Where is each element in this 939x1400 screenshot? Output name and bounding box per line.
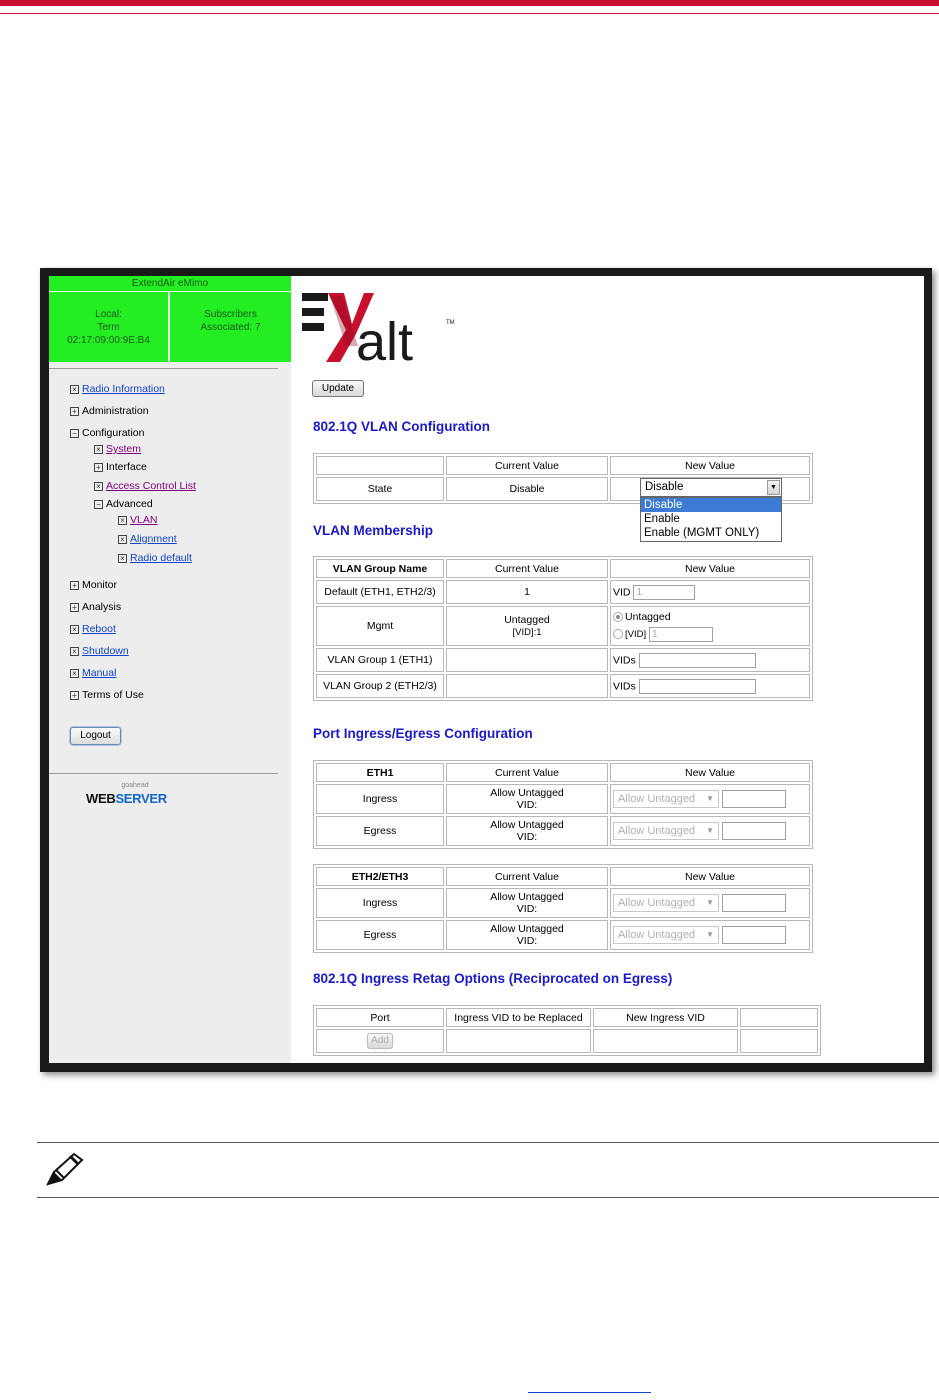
- row-current-value: [446, 674, 608, 698]
- page-icon: ×: [118, 516, 127, 525]
- sidebar-item-terms-of-use[interactable]: [70, 689, 144, 701]
- group2-vids-input[interactable]: [639, 679, 756, 694]
- row-new-value: VIDs: [610, 674, 810, 698]
- row-label: Ingress: [316, 784, 444, 814]
- header-current-value: Current Value: [446, 559, 608, 578]
- eth1-ingress-vid-input[interactable]: [722, 790, 786, 808]
- table-row: [316, 648, 810, 672]
- table-row: [316, 784, 810, 814]
- row-current-value: Allow Untagged VID:: [446, 920, 608, 950]
- expand-icon[interactable]: +: [70, 603, 79, 612]
- expand-icon[interactable]: +: [94, 463, 103, 472]
- expand-icon[interactable]: +: [70, 581, 79, 590]
- row-new-value: [610, 888, 810, 918]
- default-vid-input[interactable]: 1: [633, 585, 695, 600]
- header-new-value: New Value: [610, 559, 810, 578]
- chevron-down-icon: ▼: [706, 826, 714, 835]
- chevron-down-icon: ▼: [706, 930, 714, 939]
- vlan-membership-table: [313, 556, 813, 701]
- svg-text:TM: TM: [446, 320, 455, 326]
- exalt-logo: [300, 290, 460, 365]
- local-status-box: Local: Term 02:17:09:00:9E:B4: [49, 292, 168, 362]
- logout-button[interactable]: Logout: [70, 727, 121, 745]
- header-rule: [0, 0, 939, 6]
- eth23-port-table: [313, 864, 813, 953]
- add-cell: [316, 1029, 444, 1053]
- table-row: [316, 1029, 818, 1053]
- nav-label: Monitor: [82, 579, 118, 591]
- nav-link[interactable]: Shutdown: [82, 645, 129, 657]
- header-port: Port: [316, 1008, 444, 1027]
- sidebar-item-advanced[interactable]: [94, 498, 153, 510]
- subscribers-status-box: Subscribers Associated: 7: [170, 292, 291, 362]
- untagged-radio[interactable]: [613, 612, 623, 622]
- vid-radio[interactable]: [613, 629, 623, 639]
- eth23-ingress-select[interactable]: Allow Untagged ▼: [613, 894, 719, 912]
- sidebar-item-manual[interactable]: [70, 667, 116, 679]
- header-ingress-vid-replaced: Ingress VID to be Replaced: [446, 1008, 591, 1027]
- header-vlan-group-name: VLAN Group Name: [316, 559, 444, 578]
- nav-label: Configuration: [82, 427, 145, 439]
- row-label: VLAN Group 2 (ETH2/3): [316, 674, 444, 698]
- update-button[interactable]: Update: [312, 380, 364, 397]
- table-row: [316, 606, 810, 646]
- sidebar-item-reboot[interactable]: [70, 623, 116, 635]
- eth1-egress-vid-input[interactable]: [722, 822, 786, 840]
- webserver-logo: WEBSERVER: [86, 791, 167, 806]
- header-current-value: Current Value: [446, 456, 608, 475]
- goahead-logo-caption: goahead: [121, 782, 149, 789]
- row-current-value: 1: [446, 580, 608, 604]
- row-new-value: [610, 784, 810, 814]
- row-label: Mgmt: [316, 606, 444, 646]
- page-icon: ×: [118, 535, 127, 544]
- state-option-enable-mgmt-only[interactable]: Enable (MGMT ONLY): [644, 527, 760, 539]
- collapse-icon[interactable]: −: [70, 429, 79, 438]
- sidebar-item-analysis[interactable]: [70, 601, 121, 613]
- eth1-port-table: [313, 760, 813, 849]
- nav-link[interactable]: Access Control List: [106, 480, 196, 492]
- row-current-value: [446, 648, 608, 672]
- row-label: Egress: [316, 816, 444, 846]
- nav-link[interactable]: Reboot: [82, 623, 116, 635]
- collapse-icon[interactable]: −: [94, 500, 103, 509]
- row-new-value: VID 1: [610, 580, 810, 604]
- row-current-value: Untagged [VID]:1: [446, 606, 608, 646]
- expand-icon[interactable]: +: [70, 407, 79, 416]
- header-current-value: Current Value: [446, 867, 608, 886]
- nav-link[interactable]: Radio default: [130, 552, 192, 564]
- expand-icon[interactable]: +: [70, 691, 79, 700]
- nav-link[interactable]: VLAN: [130, 514, 158, 526]
- state-select[interactable]: Disable ▼: [640, 478, 782, 497]
- table-row: [316, 674, 810, 698]
- row-current-value: Allow Untagged VID:: [446, 784, 608, 814]
- sidebar-item-shutdown[interactable]: [70, 645, 129, 657]
- sidebar-item-radio-default[interactable]: [118, 552, 192, 564]
- note-top-rule: [37, 1142, 939, 1143]
- header-eth2-eth3: ETH2/ETH3: [316, 867, 444, 886]
- chevron-down-icon: ▼: [706, 794, 714, 803]
- vlan-membership-heading: VLAN Membership: [313, 523, 434, 538]
- header-new-value: New Value: [610, 763, 810, 782]
- empty-cell: [740, 1029, 818, 1053]
- header-empty: [740, 1008, 818, 1027]
- row-new-value: VIDs: [610, 648, 810, 672]
- sidebar-item-configuration[interactable]: [70, 427, 144, 439]
- sidebar-item-interface[interactable]: [94, 461, 147, 473]
- eth23-egress-vid-input[interactable]: [722, 926, 786, 944]
- header-new-ingress-vid: New Ingress VID: [593, 1008, 738, 1027]
- row-new-value: [610, 920, 810, 950]
- row-label: Ingress: [316, 888, 444, 918]
- sidebar-divider: [49, 368, 278, 369]
- retag-heading: 802.1Q Ingress Retag Options (Reciprocated on Egress): [313, 971, 673, 986]
- table-row: [316, 920, 810, 950]
- header-new-value: New Value: [610, 456, 810, 475]
- table-row: [316, 580, 810, 604]
- row-new-value: Untagged [VID] 1: [610, 606, 810, 646]
- eth23-egress-select[interactable]: Allow Untagged ▼: [613, 926, 719, 944]
- pencil-icon: [44, 1150, 84, 1188]
- device-title: ExtendAir eMimo: [49, 276, 291, 291]
- sidebar-item-administration[interactable]: [70, 405, 149, 417]
- nav-label: Administration: [82, 405, 149, 417]
- sidebar-item-radio-information[interactable]: [70, 383, 165, 395]
- eth1-ingress-select[interactable]: Allow Untagged ▼: [613, 790, 719, 808]
- header-current-value: Current Value: [446, 763, 608, 782]
- row-current-value: Allow Untagged VID:: [446, 888, 608, 918]
- footer-link-underline: [528, 1392, 651, 1393]
- empty-cell: [446, 1029, 591, 1053]
- group1-vids-input[interactable]: [639, 653, 756, 668]
- sidebar-item-monitor[interactable]: [70, 579, 117, 591]
- state-dropdown-list: [640, 497, 782, 542]
- nav-label: Interface: [106, 461, 147, 473]
- note-bottom-rule: [37, 1197, 939, 1198]
- sidebar-item-vlan[interactable]: [118, 514, 157, 526]
- table-row: [316, 816, 810, 846]
- page-icon: ×: [70, 385, 79, 394]
- page-icon: ×: [94, 482, 103, 491]
- chevron-down-icon: ▼: [706, 898, 714, 907]
- row-current-value: Allow Untagged VID:: [446, 816, 608, 846]
- nav-link[interactable]: Manual: [82, 667, 117, 679]
- row-label: VLAN Group 1 (ETH1): [316, 648, 444, 672]
- svg-text:alt: alt: [356, 312, 414, 365]
- state-option-disable[interactable]: Disable: [641, 498, 781, 512]
- sidebar-item-system[interactable]: [94, 443, 141, 455]
- chevron-down-icon[interactable]: ▼: [767, 480, 780, 495]
- nav-link[interactable]: Alignment: [130, 533, 177, 545]
- page-icon: ×: [94, 445, 103, 454]
- eth1-egress-select[interactable]: Allow Untagged ▼: [613, 822, 719, 840]
- state-option-enable[interactable]: Enable: [644, 513, 680, 525]
- nav-link[interactable]: System: [106, 443, 142, 455]
- nav-link[interactable]: Radio Information: [82, 383, 165, 395]
- header-new-value: New Value: [610, 867, 810, 886]
- nav-label: Analysis: [82, 601, 122, 613]
- nav-label: Terms of Use: [82, 689, 144, 701]
- port-config-heading: Port Ingress/Egress Configuration: [313, 726, 533, 741]
- table-row: [316, 888, 810, 918]
- header-cell-empty: [316, 456, 444, 475]
- page-icon: ×: [70, 625, 79, 634]
- retag-table: [313, 1005, 821, 1056]
- state-label: State: [316, 477, 444, 501]
- header-rule-thin: [0, 13, 939, 14]
- add-button[interactable]: Add: [367, 1033, 393, 1049]
- page-icon: ×: [70, 647, 79, 656]
- eth23-ingress-vid-input[interactable]: [722, 894, 786, 912]
- sidebar-item-access-control-list[interactable]: [94, 480, 196, 492]
- sidebar-divider: [49, 773, 278, 774]
- page-icon: ×: [70, 669, 79, 678]
- page-icon: ×: [118, 554, 127, 563]
- mgmt-vid-input[interactable]: 1: [649, 627, 713, 642]
- empty-cell: [593, 1029, 738, 1053]
- vlan-config-heading: 802.1Q VLAN Configuration: [313, 419, 491, 434]
- header-eth1: ETH1: [316, 763, 444, 782]
- row-new-value: [610, 816, 810, 846]
- state-current-value: Disable: [446, 477, 608, 501]
- sidebar-item-alignment[interactable]: [118, 533, 177, 545]
- row-label: Default (ETH1, ETH2/3): [316, 580, 444, 604]
- row-label: Egress: [316, 920, 444, 950]
- nav-label: Advanced: [106, 498, 153, 510]
